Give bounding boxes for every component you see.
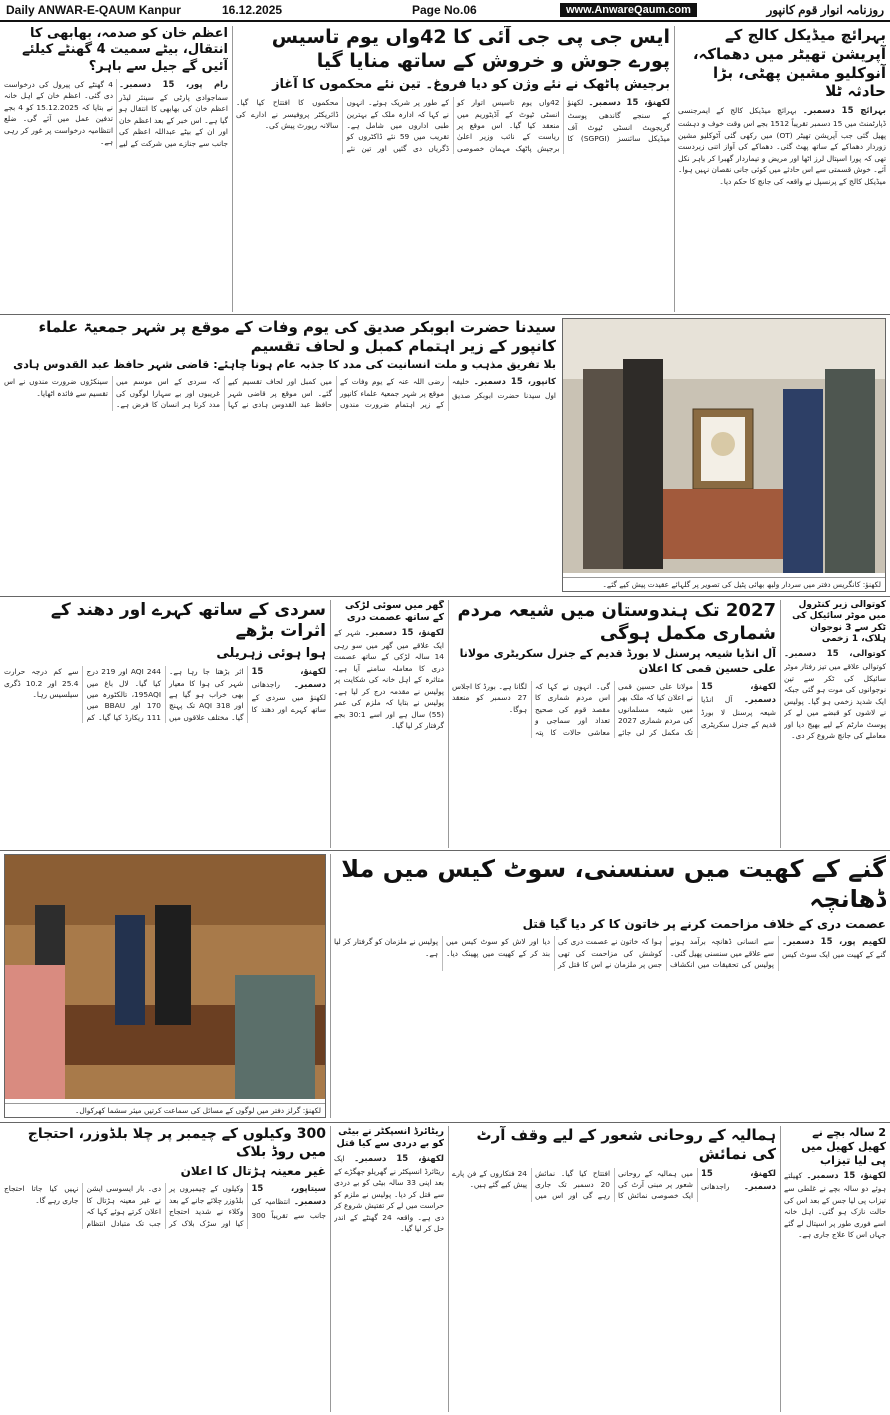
subheadline: برجیش پاٹھک نے نئے وژن کو دیا فروغ۔ تین نئے محکموں کا آغاز: [272, 76, 670, 92]
headline: ایس جی پی جی آئی کا 42واں یوم تاسیس پورے جوش و خروش کے ساتھ منایا گیا: [271, 26, 670, 72]
masthead-urdu-title: روزنامہ انوار قوم کانپور: [766, 3, 884, 17]
subheadline: آل انڈیا شیعہ پرسنل لا بورڈ قدیم کے جنرل سکریٹری مولانا علی حسین قمی کا اعلان: [459, 647, 776, 675]
photo-image: [563, 319, 885, 573]
column-rule: [330, 600, 331, 848]
dateline: لکھنؤ، 15 دسمبر۔: [364, 627, 444, 638]
article-body: کھیلتے ہوئے دو سالہ بچے نے غلطی سے تیزاب پی لیا جس کے بعد اس کی حالت نازک ہو گئی۔ اہل خانہ اسے فوری طور پر اسپتال لے گئے جہاں اس کا علاج جاری ہے۔: [784, 1171, 886, 1240]
article-body: بہرائچ میڈیکل کالج کے ایمرجنسی ڈپارٹمنٹ میں 15 دسمبر تقریباً 1512 بجے اس وقت خوف و دہشت پھیل گئی جب آپریشن تھیٹر (OT) میں رکھی گئی آٹوکلیو مشین زوردار دھماکے کے ساتھ پھٹ گئی۔ دھماکے کی آواز اتنی زبردست تھی کہ پورا اسپتال لرز اٹھا اور مریض و تیماردار گھبرا کر باہر نکل آئے۔ خوش قسمتی سے اس حادثے میں کوئی جانی نقصان نہیں ہوا۔ میڈیکل کالج کے پرنسپل نے واقعہ کی جانچ کا حکم دیا۔: [678, 106, 886, 186]
masthead: [0, 0, 890, 22]
dateline: لکھنؤ، 15 دسمبر۔: [354, 1153, 444, 1164]
article-himalaya: [452, 1126, 776, 1412]
section-rule: [0, 596, 890, 597]
photo-caption: لکھنؤ: کانگریس دفتر میں سردار ولبھ بھائی پٹیل کی تصویر پر گلہائے عقیدت پیش کیے گئے۔: [563, 577, 885, 591]
headline: 2 سالہ بچے نے کھیل کھیل میں پی لیا تیزاب: [801, 1126, 886, 1167]
headline: بہرائچ میڈیکل کالج کے آپریشن تھیٹر میں دھماکہ، آنوکلیو مشین پھٹی، بڑا حادثہ ٹلا: [692, 26, 886, 101]
article-body: آل انڈیا شیعہ پرسنل لا بورڈ قدیم کے جنرل سکریٹری مولانا علی حسین قمی نے اعلان کیا کہ ملک بھر میں شیعہ مسلمانوں کی مردم شماری 2027 تک مکمل کر لی جائے گی۔ انہوں نے کہا کہ اس مردم شماری کا مقصد قوم کی صحیح تعداد اور سماجی و معاشی حالات کا پتہ لگانا ہے۔ بورڈ کا اجلاس 27 دسمبر کو منعقد ہوگا۔: [452, 681, 776, 737]
article-body: لکھنؤ کے سنجے گاندھی پوسٹ گریجویٹ انسٹی ٹیوٹ آف میڈیکل سائنسز (SGPGI) کا 42واں یوم تاسیس اتوار کو انسٹی ٹیوٹ کے آڈیٹوریم میں منعقد کیا گیا۔ اس موقع پر ریاست کے نائب وزیر اعلیٰ برجیش پاٹھک مہمان خصوصی کے طور پر شریک ہوئے۔ انہوں نے کہا کہ ادارہ ملک کے بہترین طبی اداروں میں شامل ہے۔ تقریب میں 59 نئے ڈاکٹروں کو ڈگریاں دی گئیں اور تین نئے محکموں کا افتتاح کیا گیا۔ ڈائریکٹر پروفیسر نے ادارے کی سالانہ رپورٹ پیش کی۔: [236, 98, 670, 153]
column-rule: [448, 1126, 449, 1412]
article-sugarcane: [334, 854, 886, 1118]
article-girl: [334, 600, 444, 848]
photo-congress-tribute: [562, 318, 886, 592]
dateline: لکھیم پور، 15 دسمبر۔: [782, 937, 886, 948]
photo-caption: لکھنؤ: گرلز دفتر میں لوگوں کے مسائل کی سماعت کرتیں میئر سشما کھرکوال۔: [5, 1103, 325, 1117]
column-rule: [448, 600, 449, 848]
photo-mayor-hearing: [4, 854, 326, 1118]
subheadline: بلا تفریق مذہب و ملت انسانیت کی مدد کا جذبہ عام ہونا چاہئے: قاضی شہر حافظ عبد القدوس ہادی: [13, 357, 556, 371]
dateline: کانپور، 15 دسمبر۔: [473, 377, 556, 388]
article-lawyers: [4, 1126, 326, 1412]
dateline: لکھنؤ، 15 دسمبر۔: [701, 681, 776, 705]
masthead-url-link[interactable]: www.AnwareQaum.com: [560, 3, 697, 17]
headline: ہمالیہ کے روحانی شعور کے لیے وقف آرٹ کی نمائش: [476, 1126, 776, 1163]
headline: 2027 تک ہندوستان میں شیعہ مردم شماری مکمل ہوگی: [457, 600, 776, 644]
section-rule: [0, 314, 890, 315]
article-body: سماجوادی پارٹی کے سینئر لیڈر اعظم خان کی بھابھی کا انتقال ہو گیا ہے۔ اس خبر کے بعد اعظم خان اور ان کے بیٹے عبداللہ اعظم کی جانب سے جنازے میں شرکت کے لیے 4 گھنٹے کی پیرول کی درخواست دی گئی۔ اعظم خان کے اہل خانہ نے بتایا کہ 15.12.2025 کو 4 بجے تدفین عمل میں آئے گی۔ ضلع انتظامیہ درخواست پر غور کر رہی ہے۔: [4, 79, 228, 148]
article-sgpgi: [236, 26, 670, 312]
masthead-page-no: Page No.06: [412, 3, 477, 17]
article-body: شہر کے ایک علاقے میں گھر میں سو رہی 14 سالہ لڑکی کے ساتھ عصمت دری کا معاملہ سامنے آیا ہے۔ متاثرہ کے اہل خانہ کی شکایت پر پولیس نے مقدمہ درج کر لیا ہے۔ پولیس نے بتایا کہ ملزم کی عمر (55) سال ہے اور اسے 30:1 بجے گرفتار کر لیا گیا۔: [334, 627, 444, 731]
article-retired-inspector: [334, 1126, 444, 1412]
headline: 300 وکیلوں کے چیمبر پر چلا بلڈوزر، احتجاج میں روڈ بلاک: [27, 1126, 326, 1160]
article-body: راجدھانی میں ہمالیہ کے روحانی شعور پر مبنی آرٹ کی ایک خصوصی نمائش کا افتتاح کیا گیا۔ نمائش 20 دسمبر تک جاری رہے گی اور اس میں 24 فنکاروں کے فن پارے پیش کیے گئے ہیں۔: [452, 1168, 730, 1201]
column-rule: [330, 854, 331, 1118]
headline: سیدنا حضرت ابوبکر صدیق کی یوم وفات کے موقع پر شہر جمعیۃ علماء کانپور کے زیر اہتمام کمبل و لحاف تقسیم: [38, 318, 556, 355]
article-body: راجدھانی لکھنؤ میں سردی کے ساتھ کہرے اور دھند کا اثر بڑھتا جا رہا ہے۔ شہر کی ہوا کا معیار بھی خراب ہو گیا ہے اور AQI 318 تک پہنچ گیا۔ مختلف علاقوں میں AQI 244 اور 219 درج کیا گیا۔ لال باغ میں 195AQI، تالکٹورہ میں 170 اور BBAU میں 111 ریکارڈ کیا گیا۔ کم سے کم درجہ حرارت 25.4 اور 10.2 ڈگری سیلسیس رہا۔: [4, 667, 326, 722]
headline: گھر میں سوئی لڑکی کے ساتھ عصمت دری: [344, 600, 444, 623]
section-rule: [0, 850, 890, 851]
article-body: گنے کے کھیت میں ایک سوٹ کیس سے انسانی ڈھانچہ برآمد ہونے سے علاقے میں سنسنی پھیل گئی۔ پولیس کی تحقیقات میں انکشاف ہوا کہ خاتون نے عصمت دری کی کوشش کی مزاحمت کی تھی جس پر ملزمان نے اس کا قتل کر دیا اور لاش کو سوٹ کیس میں بند کر کے کھیت میں پھینک دیا۔ پولیس نے ملزمان کو گرفتار کر لیا ہے۔: [334, 937, 886, 970]
article-bahraich: [678, 26, 886, 312]
dateline: سیتاپور، 15 دسمبر۔: [251, 1184, 326, 1208]
dateline: لکھنؤ، 15 دسمبر۔: [806, 1171, 886, 1182]
dateline: لکھنؤ، 15 دسمبر۔: [701, 1168, 776, 1192]
subheadline: عصمت دری کے خلاف مزاحمت کرنے پر خاتون کا کر دیا گیا قتل: [522, 917, 886, 931]
dateline: لکھنؤ، 15 دسمبر۔: [588, 98, 670, 109]
headline: گنے کے کھیت میں سنسنی، سوٹ کیس میں ملا ڈھانچہ: [341, 855, 886, 913]
section-rule: [0, 1122, 890, 1123]
column-rule: [330, 1126, 331, 1412]
dateline: بہرائچ 15 دسمبر۔: [802, 106, 886, 116]
article-body: خلیفہ اول سیدنا حضرت ابوبکر صدیق رضی اللہ عنہ کے یوم وفات کے موقع پر شہر جمعیۃ علماء کانپور کے زیر اہتمام ضرورت مندوں میں کمبل اور لحاف تقسیم کیے گئے۔ اس موقع پر قاضی شہر حافظ عبد القدوس ہادی نے کہا کہ سردی کے اس موسم میں غریبوں اور بے سہارا لوگوں کی مدد کرنا ہر انسان کا فرض ہے۔ سینکڑوں ضرورت مندوں نے اس تقسیم سے فائدہ اٹھایا۔: [4, 377, 556, 410]
article-cold-fog: [4, 600, 326, 848]
headline: سردی کے ساتھ کہرے اور دھند کے اثرات بڑھے: [50, 600, 326, 642]
article-azam-khan: [4, 26, 228, 312]
article-child: [784, 1126, 886, 1412]
subheadline: غیر معینہ ہڑتال کا اعلان: [180, 1164, 326, 1178]
article-abu-bakr: [4, 318, 556, 592]
column-rule: [674, 26, 675, 312]
column-rule: [232, 26, 233, 312]
article-kotwali: [784, 600, 886, 848]
article-shia-census: [452, 600, 776, 848]
column-rule: [780, 600, 781, 848]
column-rule: [780, 1126, 781, 1412]
masthead-title: Daily ANWAR-E-QAUM Kanpur: [6, 3, 181, 17]
dateline: رام پور، 15 دسمبر۔: [119, 79, 228, 90]
article-body: کوتوالی علاقے میں تیز رفتار موٹر سائیکل کی ٹکر سے تین نوجوانوں کی موت ہو گئی جبکہ ایک شدید زخمی ہو گیا۔ پولیس نے لاشوں کو قبضے میں لے کر پوسٹ مارٹم کے لیے بھیج دیا اور معاملے کی جانچ شروع کر دی۔: [784, 662, 886, 740]
headline: کوتوالی زیر کنٹرول میں موٹر سائیکل کی ٹکر سے 3 نوجوان ہلاک، 1 زخمی: [792, 600, 886, 644]
subheadline: ہوا ہوئی زہریلی: [216, 645, 326, 661]
article-body: انتظامیہ کی جانب سے تقریباً 300 وکیلوں کے چیمبروں پر بلڈوزر چلائے جانے کے بعد وکلاء نے شدید احتجاج کیا اور سڑک بلاک کر دی۔ بار ایسوسی ایشن نے غیر معینہ ہڑتال کا اعلان کرتے ہوئے کہا کہ جب تک متبادل انتظام نہیں کیا جاتا احتجاج جاری رہے گا۔: [4, 1184, 326, 1228]
headline: اعظم خان کو صدمہ، بھابھی کا انتقال، بیٹے سمیت 4 گھنٹے کیلئے آئیں گے جیل سے باہر؟: [22, 26, 228, 74]
masthead-date: 16.12.2025: [222, 3, 283, 17]
article-body: ایک ریٹائرڈ انسپکٹر نے گھریلو جھگڑے کے بعد اپنی 33 سالہ بیٹی کو بے دردی سے قتل کر دیا۔ پولیس نے ملزم کو حراست میں لے کر تفتیش شروع کر دی ہے۔ واقعہ 24 گھنٹے کے اندر حل کر لیا گیا۔: [334, 1153, 444, 1234]
dateline: کوتوالی، 15 دسمبر۔: [784, 649, 886, 659]
headline: ریٹائرڈ انسپکٹر نے بیٹی کو بے دردی سے کیا قتل: [336, 1126, 444, 1149]
photo-image: [5, 855, 325, 1099]
dateline: لکھنؤ، 15 دسمبر۔: [251, 667, 326, 691]
